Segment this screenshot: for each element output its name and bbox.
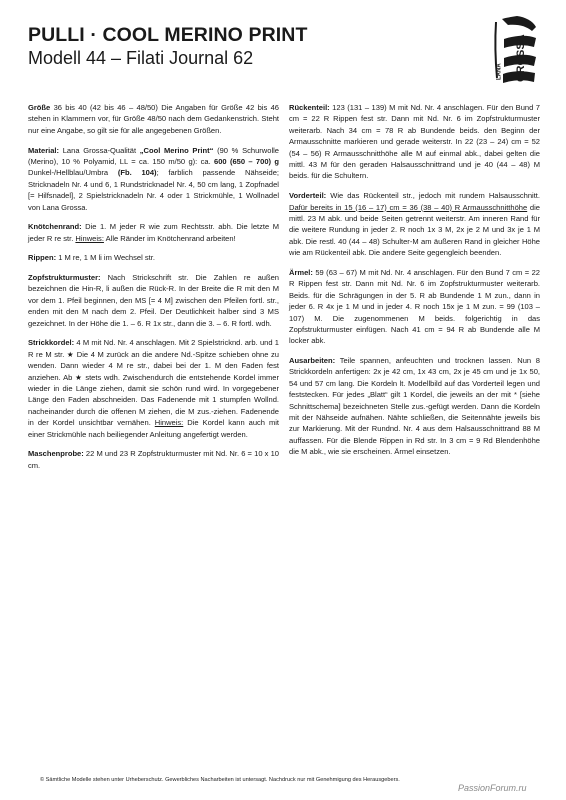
text-rueckenteil: 123 (131 – 139) M mit Nd. Nr. 4 anschlagen. Für den Bund 7 cm = 22 R Rippen fest str. Dann mit Nd. Nr. 6 im Zopfstrukturmuster weiterarb. Nach 34 cm = 78 R ab Bundende beids. den Beginn der Armausschnitte markieren und gerade weiterstr. In 22 (23 – 24) cm = 52 (54 – 56) R Armausschnitthöhe alle M auf einmal abk., dabei gelten die mittl. 43 M für den geraden Halsausschnittrand und je 40 (44 – 48) M beids. für die Schultern. xyxy=(289,103,540,181)
text-maschenprobe: 22 M und 23 R Zopfstrukturmuster mit Nd. Nr. 6 = 10 x 10 cm. xyxy=(28,449,279,470)
section-maschenprobe xyxy=(28,448,279,471)
material-color: (Fb. 104) xyxy=(117,168,157,178)
copyright-footer: © Sämtliche Modelle stehen unter Urheberschutz. Gewerbliches Nacharbeiten ist untersagt. Nachdruck nur mit Genehmigung des Herausgebers. xyxy=(40,777,400,783)
heading-maschenprobe: Maschenprobe: xyxy=(28,449,84,459)
vorder-underlined: Dafür bereits in 15 (16 – 17) cm = 36 (38 – 40) R Armausschnitthöhe xyxy=(289,202,528,212)
text-rippen: 1 M re, 1 M li im Wechsel str. xyxy=(56,253,155,263)
section-groesse xyxy=(28,102,279,136)
right-column xyxy=(289,102,540,466)
heading-vorderteil: Vorderteil: xyxy=(289,191,327,201)
section-rippen xyxy=(28,252,279,263)
page-title: PULLI · COOL MERINO PRINT xyxy=(28,24,308,46)
heading-rippen: Rippen: xyxy=(28,253,57,263)
heading-groesse: Größe xyxy=(28,103,51,112)
knoetchen-hint: Hinweis: xyxy=(75,233,104,243)
heading-knoetchenrand: Knötchenrand: xyxy=(28,222,82,232)
page-subtitle: Modell 44 – Filati Journal 62 xyxy=(28,48,254,68)
material-text-3: Dunkel-/Hellblau/Umbra xyxy=(28,168,118,178)
kordel-text-1: 4 M mit Nd. Nr. 4 anschlagen. Mit 2 Spielstricknd. arb. und 1 R re M str. ★ Die 4 M zurück an die andere Nd.-Spitze schieben ohne zu wenden. Dann wieder 4 M re str., dabei bei der 1. M den Faden fest anziehen. Ab ★ stets wdh. Zwischendurch die entstehende Kordel immer wieder in die Länge ziehen, damit sie schön rund wird. In vorgegebener Länge den Faden abschneiden. Das Fadenende mit 1 stumpfen Wollnd. nacheinander durch die offenen M ziehen, die M zus.-ziehen. Fadenende in der Kordel unsichtbar vernähen. xyxy=(28,338,279,428)
section-strickkordel xyxy=(28,337,279,440)
knoetchen-text-2: Alle Ränder im Knötchenrand arbeiten! xyxy=(103,233,236,243)
heading-rueckenteil: Rückenteil: xyxy=(289,103,330,112)
logo-text-top: LANA xyxy=(496,63,503,80)
material-amount: 600 (650 – 700) g xyxy=(214,156,279,166)
text-aermel: 59 (63 – 67) M mit Nd. Nr. 4 anschlagen. Für den Bund 7 cm = 22 R Rippen fest str. Dann mit Nd. Nr. 6 im Zopfstrukturmuster weiterarb. Beids. für die Schrägungen in der 5. R ab Bundende 1 M zun., dann in jeder 6. R 4x je 1 M und in jeder 4. R noch 15x je 1 M zun. = 99 (103 – 107) M. Die zugenommenen M beids. folgerichtig in das Zopfstrukturmuster einfügen. Nach 41 cm = 94 R ab Bundende alle M locker abk. xyxy=(289,267,540,346)
left-column xyxy=(28,102,279,479)
text-ausarbeiten: Teile spannen, anfeuchten und trocknen lassen. Nun 8 Strickkordeln anfertigen: 2x je 42 cm, 1x 43 cm, 2x je 45 cm und je 1x 50, 54 und 57 cm lang. Die Kordeln lt. Modellbild auf das Vorderteil legen und feststecken. Für jedes „Blatt“ gilt 1 Kordel, die jeweils an der mit * [siehe Schnittschema] bezeichneten Stelle zus.-gefügt werden. Dann die Kordeln mit der Nähseide aufnähen. Nähte schließen, die Seitennähte jeweils bis zur Markierung. Mit der Rundnd. Nr. 4 aus dem Halsausschnittrand 88 M auffassen. Für die Blende Rippen in Rd str. In 3 cm = 9 Rd Blendenhöhe die M abk., wie sie erscheinen. Ärmel einsetzen. xyxy=(289,356,540,457)
vorder-text-2: die mittl. 23 M abk. und beide Seiten getrennt weiterstr. Am inneren Rand für die weitere Rundung in jeder 2. R noch 1x 3 M, 2x je 2 M und 3x je 1 M abk. Die restl. 40 (44 – 48) Schulter-M am äußeren Rand in gleicher Höhe wie am Rückenteil abk. Die andere Seite gegengleich beenden. xyxy=(289,202,540,258)
kordel-hint: Hinweis: xyxy=(154,418,184,428)
knoetchen-text-1: Die 1. M jeder R wie zum Rechtsstr. abh. Die letzte M jeder R re str. xyxy=(28,222,279,243)
heading-strickkordel: Strickkordel: xyxy=(28,338,75,348)
material-quality: „Cool Merino Print“ xyxy=(139,145,214,155)
watermark: PassionForum.ru xyxy=(458,783,527,793)
section-vorderteil xyxy=(289,190,540,258)
section-aermel xyxy=(289,267,540,347)
kordel-text-2: Die Kordel kann auch mit einer Strickmühle nach beiliegender Anleitung angefertigt werden. xyxy=(28,418,279,439)
section-knoetchenrand xyxy=(28,221,279,244)
page-header xyxy=(28,24,307,69)
vorder-text-1: Wie das Rückenteil str., jedoch mit rundem Halsausschnitt. xyxy=(326,191,540,201)
heading-aermel: Ärmel: xyxy=(289,267,313,277)
section-material xyxy=(28,145,279,213)
section-ausarbeiten xyxy=(289,355,540,458)
material-text-4: ; farblich passende Nähseide; Stricknadeln Nr. 4 und 6, 1 Rundstricknadel Nr. 4, 50 cm lang, 1 Zopfnadel [= Hilfsnadel], 2 Spielstricknadeln Nr. 4 oder 1 Strickmühle, 1 Wollnadel von Lana Grossa. xyxy=(28,168,279,212)
heading-ausarbeiten: Ausarbeiten: xyxy=(289,356,336,366)
lana-grossa-logo xyxy=(491,16,541,86)
heading-zopfstrukturmuster: Zopfstrukturmuster: xyxy=(28,273,101,283)
section-zopfstrukturmuster xyxy=(28,272,279,329)
material-text-2: (90 % Schurwolle (Merino), 10 % Polyamid, LL = ca. 150 m/50 g): ca. xyxy=(28,145,279,166)
text-groesse: 36 bis 40 (42 bis 46 – 48/50) Die Angaben für Größe 42 bis 46 stehen in Klammern vor, für Größe 48/50 nach dem Gedankenstrich. Steht nur eine Angabe, so gilt sie für alle angegebenen Größen. xyxy=(28,103,279,135)
logo-text-bottom: GROSSA xyxy=(515,34,527,82)
heading-material: Material: xyxy=(28,145,60,155)
text-zopfstrukturmuster: Nach Strickschrift str. Die Zahlen re außen bezeichnen die Hin-R, li außen die Rück-R. In der Breite die R mit den M vor dem 1. Pfeil beginnen, den MS [= 4 M] zwischen den Pfeilen fortl. str., enden mit den M nach dem 2. Pfeil. Der Deutlichkeit halber sind 3 MS gezeichnet. In der Höhe die 1. – 6. R 1x str., dann die 3. – 6. R fortl. wdh. xyxy=(28,273,279,328)
section-rueckenteil xyxy=(289,102,540,182)
material-text-1: Lana Grossa-Qualität xyxy=(59,145,140,155)
